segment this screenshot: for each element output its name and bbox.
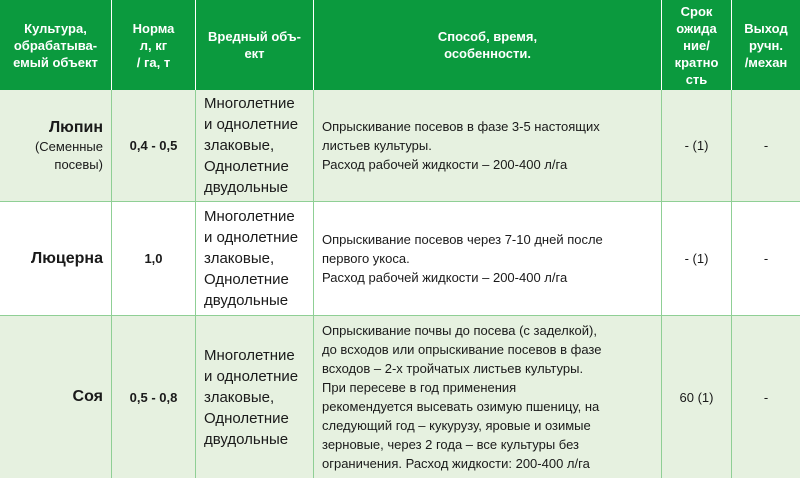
header-culture: Культура, обрабатыва- емый объект	[0, 0, 112, 90]
row-lucerne-pest: Многолетние и однолетние злаковые, Однолетние двудольные	[196, 202, 314, 316]
row-soy-method: Опрыскивание почвы до посева (с заделкой), до всходов или опрыскивание посевов в фазе всходов – 2-х тройчатых листьев культуры. При пересеве в год применения рекомендуется высевать озимую пшеницу, на следующий год – кукурузу, яровые и озимые зерновые, через 2 года – все культуры без ограничения. Расход жидкости: 200-400 л/га	[314, 316, 662, 478]
row-lupin-method: Опрыскивание посевов в фазе 3-5 настоящих листьев культуры. Расход рабочей жидкости – 200-400 л/га	[314, 90, 662, 202]
header-method: Способ, время, особенности.	[314, 0, 662, 90]
header-pest: Вредный объ- ект	[196, 0, 314, 90]
header-rate: Норма л, кг / га, т	[112, 0, 196, 90]
row-lucerne-crop	[0, 202, 112, 316]
row-lupin-rate: 0,4 - 0,5	[112, 90, 196, 202]
crop-name: Соя	[72, 388, 103, 405]
crop-name: Люпин	[48, 118, 103, 136]
header-wait: Срок ожида ние/ кратно сть	[662, 0, 732, 90]
crop-name: Люцерна	[31, 249, 103, 267]
row-lucerne-method: Опрыскивание посевов через 7-10 дней после первого укоса. Расход рабочей жидкости – 200-400 л/га	[314, 202, 662, 316]
row-lucerne-exit: -	[732, 202, 800, 316]
row-soy-pest: Многолетние и однолетние злаковые, Однолетние двудольные	[196, 316, 314, 478]
row-lucerne-wait: - (1)	[662, 202, 732, 316]
row-soy-wait: 60 (1)	[662, 316, 732, 478]
row-lupin-wait: - (1)	[662, 90, 732, 202]
row-lupin-pest: Многолетние и однолетние злаковые, Однолетние двудольные	[196, 90, 314, 202]
row-soy-rate: 0,5 - 0,8	[112, 316, 196, 478]
row-soy-crop	[0, 316, 112, 478]
row-lupin-exit: -	[732, 90, 800, 202]
row-soy-exit: -	[732, 316, 800, 478]
row-lucerne-rate: 1,0	[112, 202, 196, 316]
header-exit: Выход ручн. /механ	[732, 0, 800, 90]
crop-note: (Семенные посевы)	[34, 138, 103, 172]
row-lupin-crop	[0, 90, 112, 202]
